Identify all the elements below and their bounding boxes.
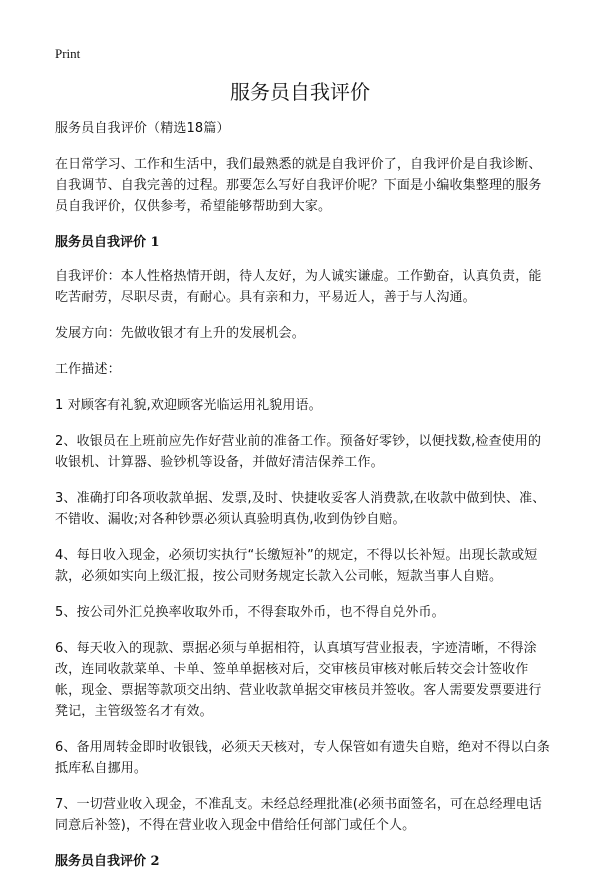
article-subtitle: 服务员自我评价（精选18篇） (55, 121, 230, 136)
page-title: 服务员自我评价 (230, 80, 370, 104)
paragraph: 自我评价：本人性格热情开朗，待人友好，为人诚实谦虚。工作勤奋，认真负责，能吃苦耐劳，尽职尽责，有耐心。具有亲和力，平易近人，善于与人沟通。 (55, 269, 542, 305)
section-heading-1: 服务员自我评价 1 (55, 235, 160, 250)
print-link[interactable]: Print (55, 46, 81, 61)
section-heading-2: 服务员自我评价 2 (55, 854, 160, 869)
paragraph: 3、准确打印各项收款单据、发票,及时、快捷收妥客人消费款,在收款中做到快、准、不错收、漏收;对各种钞票必须认真验明真伪,收到伪钞自赔。 (55, 491, 546, 527)
paragraph: 6、备用周转金即时收银钱，必须天天核对，专人保管如有遗失自赔，绝对不得以白条抵库私自挪用。 (55, 740, 550, 776)
paragraph: 2、收银员在上班前应先作好营业前的准备工作。预备好零钞，以便找数,检查使用的收银机、计算器、验钞机等设备，并做好清洁保养工作。 (55, 434, 542, 470)
intro-paragraph: 在日常学习、工作和生活中，我们最熟悉的就是自我评价了，自我评价是自我诊断、自我调节、自我完善的过程。那要怎么写好自我评价呢？下面是小编收集整理的服务员自我评价，仅供参考，希望能够帮助到大家。 (55, 157, 542, 214)
paragraph: 1 对顾客有礼貌,欢迎顾客光临运用礼貌用语。 (55, 398, 322, 413)
paragraph: 4、每日收入现金，必须切实执行“长缴短补”的规定，不得以长补短。出现长款或短款，必须如实向上级汇报，按公司财务规定长款入公司帐，短款当事人自赔。 (55, 548, 538, 584)
paragraph: 5、按公司外汇兑换率收取外币，不得套取外币，也不得自兑外币。 (55, 605, 445, 620)
paragraph: 7、一切营业收入现金，不准乱支。未经总经理批准(必须书面签名，可在总经理电话同意后补签)，不得在营业收入现金中借给任何部门或任个人。 (55, 797, 543, 833)
paragraph: 6、每天收入的现款、票据必须与单据相符，认真填写营业报表，字迹清晰，不得涂改，连同收款菜单、卡单、签单单据核对后，交审核员审核对帐后转交会计签收作帐，现金、票据等款项交出纳、营业收款单据交审核员并签收。客人需要发票要进行凳记，主管级签名才有效。 (55, 641, 542, 719)
article-body (55, 118, 550, 885)
paragraph: 发展方向：先做收银才有上升的发展机会。 (55, 326, 305, 341)
paragraph: 工作描述： (55, 362, 121, 377)
